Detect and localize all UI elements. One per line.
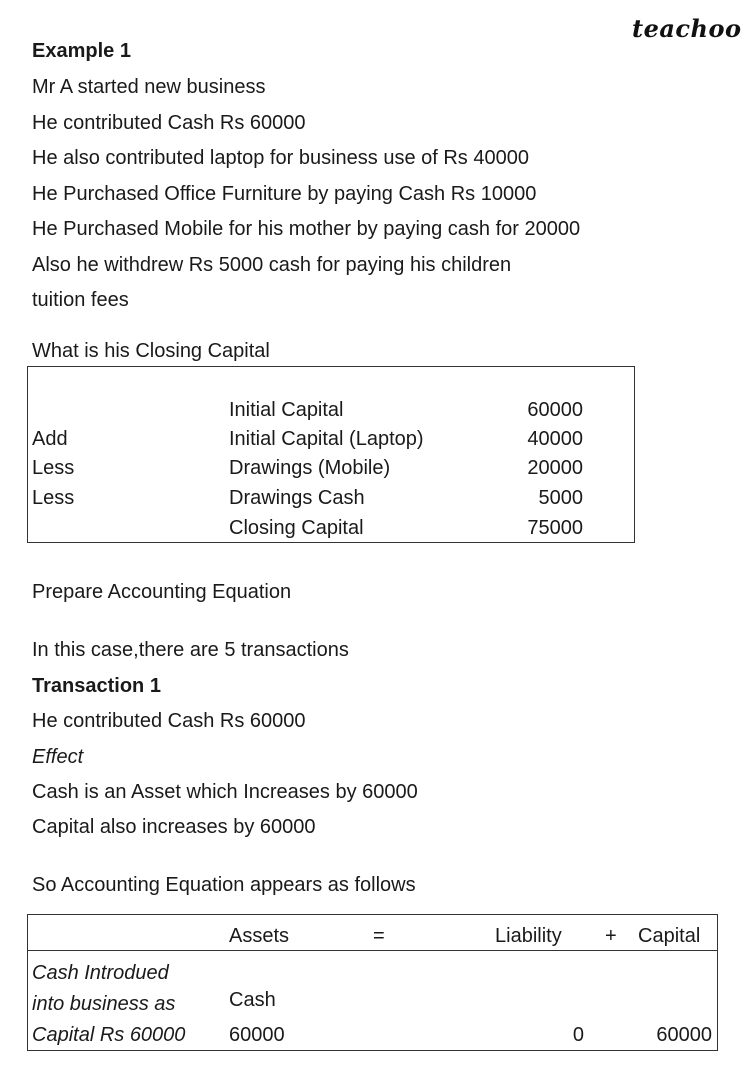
capital-item: Drawings Cash [229,487,365,509]
header-assets: Assets [229,925,290,947]
capital-item: Closing Capital [229,517,364,539]
example-line: Also he withdrew Rs 5000 cash for paying his children [32,254,512,276]
capital-item: Drawings (Mobile) [229,457,391,479]
appears-text: So Accounting Equation appears as follows [32,874,416,896]
capital-op: Add [32,428,68,450]
liability-value: 0 [572,1024,584,1046]
capital-amount: 60000 [527,399,583,421]
transaction-title: Transaction 1 [32,675,161,697]
effect-label: Effect [32,746,84,768]
example-line: He also contributed laptop for business use of Rs 40000 [32,147,529,169]
example-line: He Purchased Mobile for his mother by paying cash for 20000 [32,218,581,240]
asset-name: Cash [229,989,276,1011]
effect-line: Capital also increases by 60000 [32,816,316,838]
description-line: Cash Introdued [32,962,169,984]
header-plus: + [605,925,617,947]
capital-item: Initial Capital [229,399,344,421]
capital-amount: 20000 [527,457,583,479]
teachoo-logo: teachoo [632,14,742,43]
header-equals: = [373,925,385,947]
effect-line: Cash is an Asset which Increases by 60000 [32,781,418,803]
equation-table-divider [27,950,717,951]
capital-op: Less [32,487,75,509]
transaction-text: He contributed Cash Rs 60000 [32,710,306,732]
header-capital: Capital [638,925,701,947]
example-line: He contributed Cash Rs 60000 [32,112,306,134]
description-line: into business as [32,993,176,1015]
capital-value: 60000 [656,1024,712,1046]
question-text: What is his Closing Capital [32,340,270,362]
section-heading: Prepare Accounting Equation [32,581,292,603]
capital-amount: 75000 [527,517,583,539]
description-line: Capital Rs 60000 [32,1024,186,1046]
example-line: Mr A started new business [32,76,266,98]
example-title: Example 1 [32,40,131,62]
example-line: He Purchased Office Furniture by paying Cash Rs 10000 [32,183,537,205]
header-liability: Liability [495,925,562,947]
capital-item: Initial Capital (Laptop) [229,428,424,450]
example-line: tuition fees [32,289,129,311]
asset-value: 60000 [229,1024,285,1046]
capital-op: Less [32,457,75,479]
capital-amount: 40000 [527,428,583,450]
transaction-count: In this case,there are 5 transactions [32,639,349,661]
capital-amount: 5000 [538,487,583,509]
